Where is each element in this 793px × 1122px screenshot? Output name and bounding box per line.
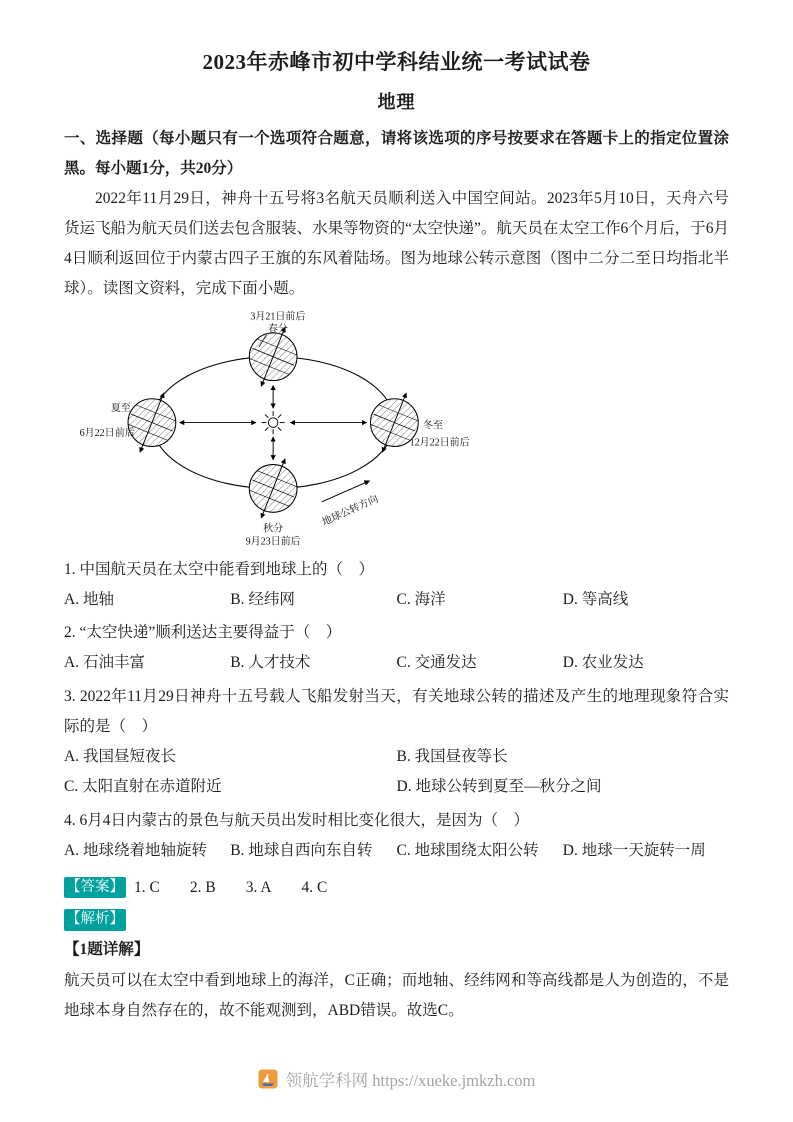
question-4-option-d: D. 地球一天旋转一周: [562, 841, 706, 859]
label-spring-date: 3月21日前后: [250, 311, 306, 323]
question-4: [64, 806, 729, 866]
question-3-option-a: A. 我国昼短夜长: [64, 748, 176, 766]
question-2-option-d: D. 农业发达: [562, 654, 644, 672]
earth-summer-solstice: [128, 393, 176, 452]
answer-item-2: 2. B: [189, 878, 216, 896]
answer-badge: 【答案】: [64, 877, 126, 899]
question-2-option-a: A. 石油丰富: [64, 654, 145, 672]
label-winter-date: 12月22日前后: [409, 437, 470, 449]
question-1-stem: 1. 中国航天员在太空中能看到地球上的（ ）: [64, 560, 375, 578]
question-3-options: [64, 742, 729, 802]
label-summer-date: 6月22日前后: [79, 428, 135, 440]
watermark-logo-icon: [258, 1069, 278, 1089]
question-4-option-a: A. 地球绕着地轴旋转: [64, 841, 207, 859]
question-1-option-a: A. 地轴: [64, 590, 114, 608]
sun-icon: [262, 411, 285, 434]
earth-spring-equinox: [249, 327, 297, 386]
question-1-option-d: D. 等高线: [562, 590, 629, 608]
answer-item-4: 4. C: [301, 878, 328, 896]
question-4-option-c: C. 地球围绕太阳公转: [396, 841, 539, 859]
question-4-options: [64, 836, 729, 866]
question-2-option-c: C. 交通发达: [396, 654, 477, 672]
revolution-direction-label: 地球公转方向: [320, 493, 381, 529]
question-4-stem: 4. 6月4日内蒙古的景色与航天员出发时相比变化很大，是因为（ ）: [64, 811, 530, 829]
question-1-option-c: C. 海洋: [396, 590, 446, 608]
analysis-explanation: 航天员可以在太空中看到地球上的海洋，C正确；而地轴、经纬网和等高线都是人为创造的，不是地球本身自然存在的，故不能观测到，ABD错误。故选C。: [64, 972, 729, 1019]
question-3-option-b: B. 我国昼夜等长: [396, 748, 508, 766]
question-2-stem: 2. “太空快递”顺利送达主要得益于（ ）: [64, 624, 342, 642]
analysis-section: [64, 909, 729, 931]
analysis-detail-heading: 【1题详解】: [64, 940, 150, 958]
question-1: [64, 555, 729, 615]
answer-section: [64, 873, 729, 902]
label-winter: 冬至: [422, 420, 444, 432]
question-2-options: [64, 648, 729, 678]
label-spring: 春分: [267, 323, 288, 335]
earth-revolution-diagram: [66, 309, 729, 550]
answer-item-1: 1. C: [134, 878, 160, 896]
section-heading: 一、选择题（每小题只有一个选项符合题意，请将该选项的序号按要求在答题卡上的指定位置涂黑。每小题1分，共20分）: [64, 130, 729, 178]
question-3-option-d: D. 地球公转到夏至—秋分之间: [396, 777, 602, 795]
answer-item-3: 3. A: [245, 878, 272, 896]
label-summer: 夏至: [110, 403, 131, 415]
question-3-stem: 3. 2022年11月29日神舟十五号载人飞船发射当天，有关地球公转的描述及产生的地理现象符合实际的是（ ）: [64, 688, 729, 736]
question-1-option-b: B. 经纬网: [230, 590, 295, 608]
label-autumn-date: 9月23日前后: [245, 536, 301, 548]
question-2-option-b: B. 人才技术: [230, 654, 311, 672]
question-3: [64, 682, 729, 802]
intro-paragraph: 2022年11月29日，神舟十五号将3名航天员顺利送入中国空间站。2023年5月10日，天舟六号货运飞船为航天员们送去包含服装、水果等物资的“太空快递”。航天员在太空工作6个月后，于6月4日顺利返回位于内蒙古四子王旗的东风着陆场。图为地球公转示意图（图中二分二至日均指北半球）。读图文资料，完成下面小题。: [64, 190, 729, 298]
question-3-option-c: C. 太阳直射在赤道附近: [64, 777, 222, 795]
revolution-direction: [320, 481, 380, 528]
label-autumn: 秋分: [263, 523, 284, 535]
analysis-badge: 【解析】: [64, 909, 126, 931]
subject-title: 地理: [377, 92, 416, 112]
page-title: 2023年赤峰市初中学科结业统一考试试卷: [202, 50, 591, 74]
question-1-options: [64, 585, 729, 615]
question-4-option-b: B. 地球自西向东自转: [230, 841, 373, 859]
watermark: [0, 1067, 793, 1094]
watermark-text: 领航学科网 https://xueke.jmkzh.com: [285, 1071, 536, 1090]
earth-autumn-equinox: [249, 459, 297, 518]
question-2: [64, 618, 729, 678]
earth-revolution-svg: [66, 309, 486, 550]
